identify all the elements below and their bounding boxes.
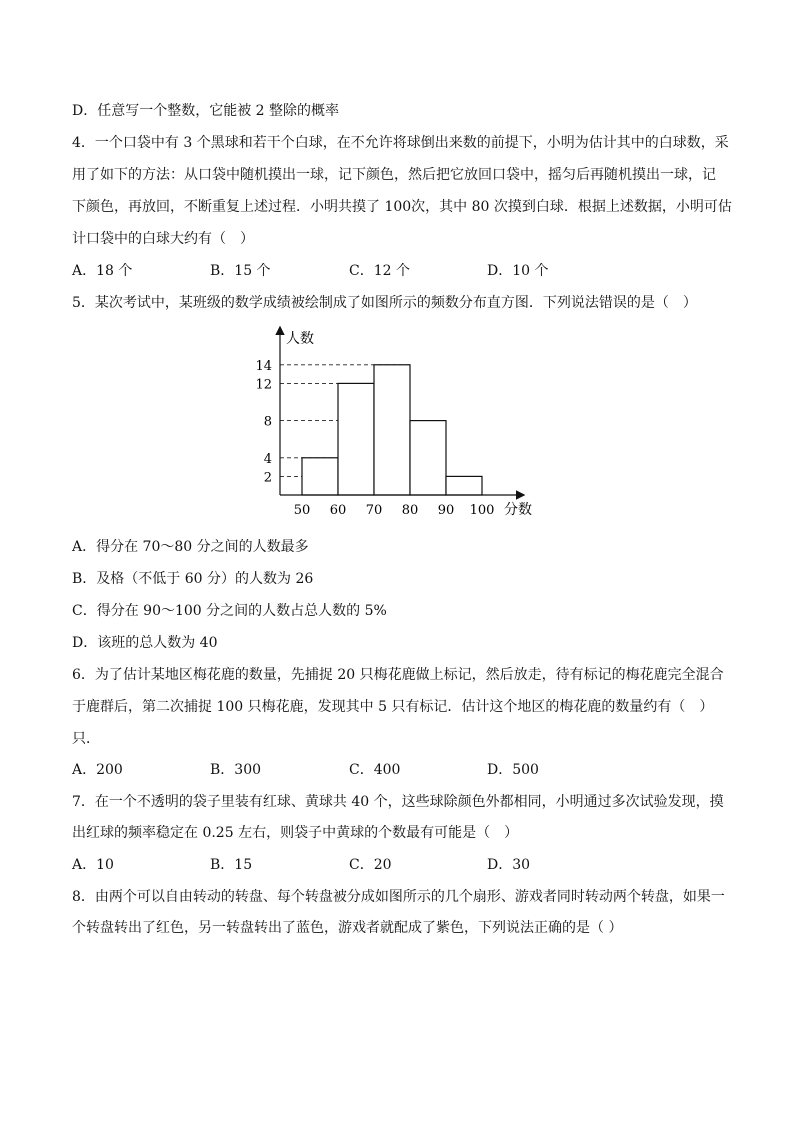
y-tick-label: 4 (263, 451, 272, 467)
q6-option-a: A．200 (72, 762, 123, 778)
q4-stem-line-1: 4．一个口袋中有 3 个黑球和若干个白球，在不允许将球倒出来数的前提下，小明为估计其中的白球数，采 (72, 135, 729, 151)
q6-stem-line-3: 只． (72, 731, 100, 747)
q3-option-d: D．任意写一个整数，它能被 2 整除的概率 (72, 103, 340, 119)
histogram-bar-60-70 (338, 383, 374, 495)
q5-stem: 5．某次考试中，某班级的数学成绩被绘制成了如图所示的频数分布直方图．下列说法错误的是（ ） (72, 295, 697, 311)
y-tick-label: 2 (263, 470, 272, 486)
q7-stem-line-2: 出红球的频率稳定在 0.25 左右，则袋子中黄球的个数最有可能是（ ） (72, 825, 519, 841)
y-tick-label: 8 (263, 414, 272, 430)
histogram-bar-50-60 (302, 458, 338, 495)
q7-option-c: C．20 (349, 857, 392, 873)
q6-option-c: C．400 (349, 762, 401, 778)
q5-option-a: A．得分在 70～80 分之间的人数最多 (72, 539, 309, 555)
q6-stem-line-2: 于鹿群后，第二次捕捉 100 只梅花鹿，发现其中 5 只有标记．估计这个地区的梅花鹿的数量约有（ ） (72, 699, 714, 715)
y-tick-label: 12 (255, 377, 272, 393)
x-tick-label: 50 (293, 503, 311, 518)
histogram-bar-90-100 (446, 476, 482, 495)
q5-option-b: B．及格（不低于 60 分）的人数为 26 (72, 571, 314, 587)
x-tick-label: 100 (469, 503, 495, 518)
q7-stem-line-1: 7．在一个不透明的袋子里装有红球、黄球共 40 个，这些球除颜色外都相同，小明通过多次试验发现，摸 (72, 794, 724, 810)
q8-stem-line-2: 个转盘转出了红色，另一转盘转出了蓝色，游戏者就配成了紫色，下列说法正确的是（ ） (72, 920, 623, 936)
q7-option-d: D．30 (487, 857, 531, 873)
q4-stem-line-4: 计口袋中的白球大约有（ ） (72, 231, 254, 247)
q8-stem-line-1: 8．由两个可以自由转动的转盘、每个转盘被分成如图所示的几个扇形、游戏者同时转动两个转盘，如果一 (72, 889, 725, 905)
x-axis-label: 分数 (504, 502, 532, 518)
q5-option-d: D．该班的总人数为 40 (72, 635, 218, 651)
q4-option-a: A．18 个 (72, 263, 133, 279)
q7-option-b: B．15 (210, 857, 253, 873)
q4-option-d: D．10 个 (487, 263, 549, 279)
x-tick-label: 80 (401, 503, 419, 518)
histogram-bar-80-90 (410, 421, 446, 495)
q4-option-b: B．15 个 (210, 263, 271, 279)
q5-option-c: C．得分在 90～100 分之间的人数占总人数的 5% (72, 603, 387, 619)
x-tick-label: 90 (437, 503, 455, 518)
q4-stem-line-2: 用了如下的方法：从口袋中随机摸出一球，记下颜色，然后把它放回口袋中，摇匀后再随机摸出一球，记 (72, 167, 716, 183)
q6-option-b: B．300 (210, 762, 262, 778)
q6-option-d: D．500 (487, 762, 539, 778)
y-axis-label: 人数 (286, 331, 314, 347)
q7-option-a: A．10 (72, 857, 114, 873)
histogram-bar-70-80 (374, 365, 410, 495)
q6-stem-line-1: 6．为了估计某地区梅花鹿的数量，先捕捉 20 只梅花鹿做上标记，然后放走，待有标记的梅花鹿完全混合 (72, 667, 724, 683)
frequency-histogram (240, 320, 560, 525)
y-tick-label: 14 (255, 358, 272, 374)
x-tick-label: 70 (365, 503, 383, 518)
q4-option-c: C．12 个 (349, 263, 410, 279)
x-tick-label: 60 (329, 503, 347, 518)
q4-stem-line-3: 下颜色，再放回，不断重复上述过程．小明共摸了 100次，其中 80 次摸到白球．根据上述数据，小明可估 (72, 199, 732, 215)
